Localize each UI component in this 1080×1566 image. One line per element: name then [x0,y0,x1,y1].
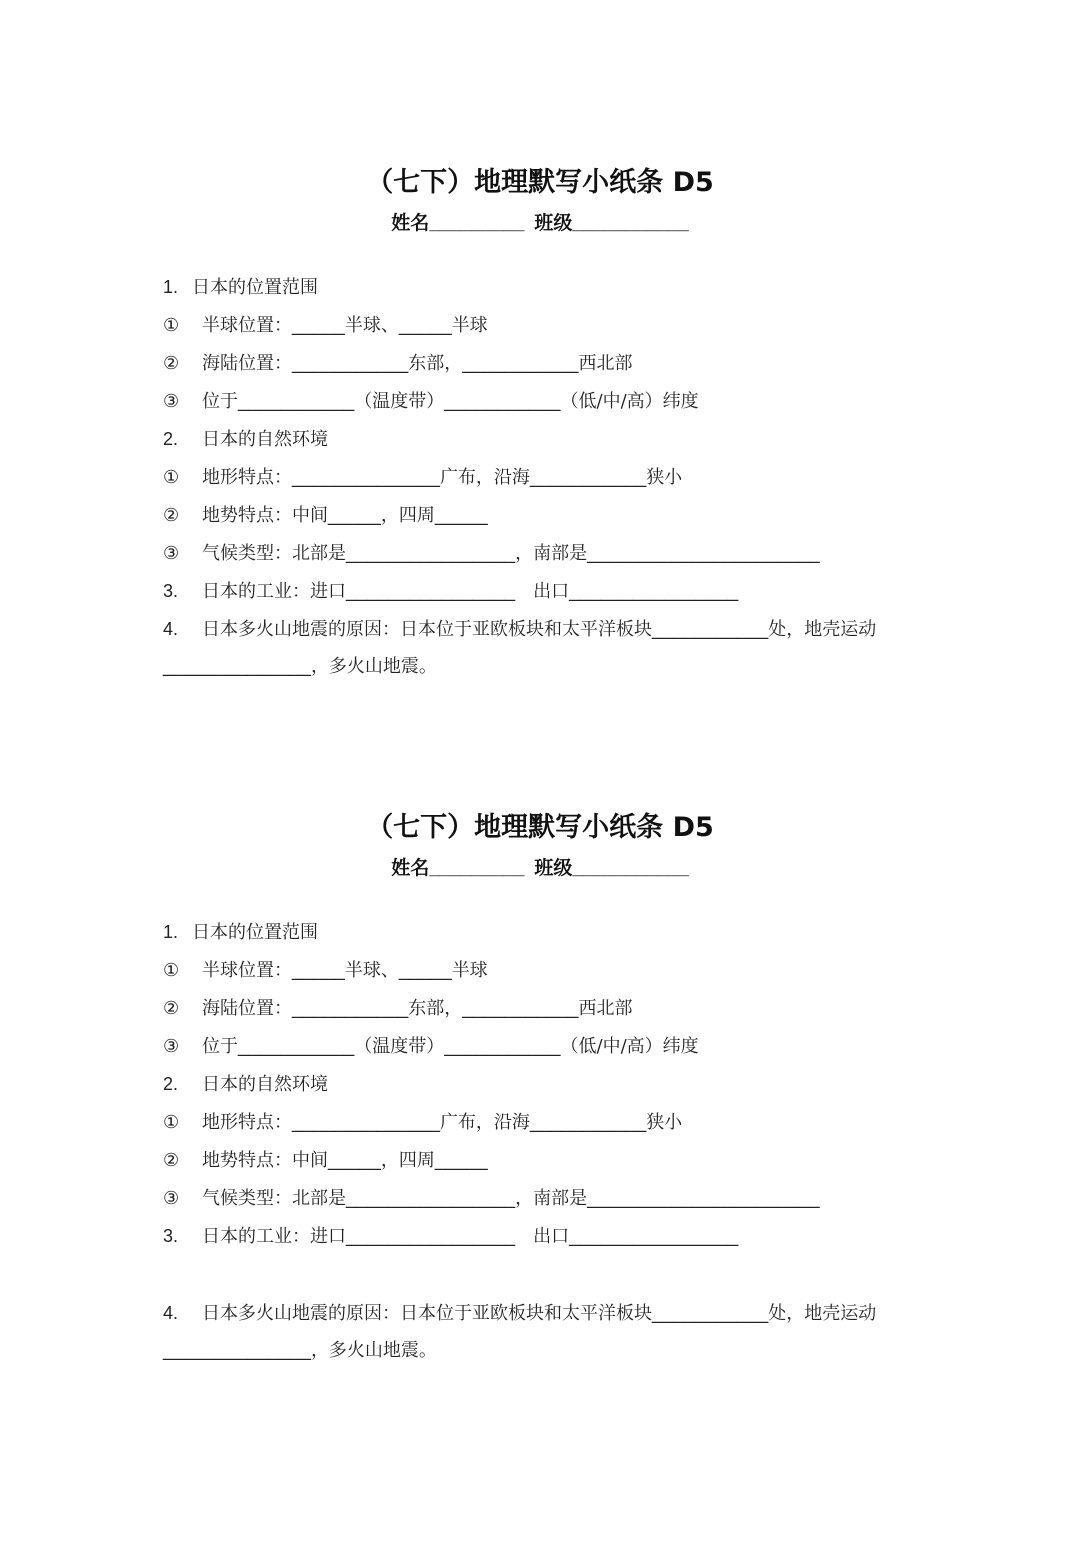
question-text: 日本的工业：进口 [202,1226,346,1247]
question-text: 日本的位置范围 [192,277,318,298]
question-text: ，多火山地震。 [310,656,437,677]
question-text: 半球位置： [202,960,292,981]
question-number: ① [163,1112,180,1132]
question-row [163,921,318,944]
question-row [163,504,488,527]
fill-in-blank[interactable]: ___________ [529,467,647,488]
question-number: 1. [163,277,179,297]
question-number: 4. [163,1303,179,1323]
question-row [163,1302,876,1325]
question-row [163,580,738,603]
name-blank[interactable]: _________ [429,858,525,879]
question-text: 半球、 [344,315,399,336]
question-text: 出口 [515,1226,570,1247]
question-text: 半球 [451,315,488,336]
fill-in-blank[interactable]: _____ [398,960,452,981]
fill-in-blank[interactable]: ________________ [346,1226,516,1247]
fill-in-blank[interactable]: ______________ [292,1112,440,1133]
fill-in-blank[interactable]: ___________ [444,1036,561,1057]
question-text: 东部， [408,353,463,374]
question-row [163,390,699,413]
fill-in-blank[interactable]: _____ [434,1150,488,1171]
question-row [163,1111,682,1134]
question-text: 位于 [202,1036,238,1057]
question-text: （低/中/高）纬度 [560,391,699,412]
question-text: 广布，沿海 [439,1112,530,1133]
question-text: 海陆位置： [202,353,292,374]
fill-in-blank[interactable]: ______________________ [587,543,820,564]
fill-in-blank[interactable]: _____ [398,315,452,336]
fill-in-blank[interactable]: ______________ [163,656,311,677]
question-text: 半球 [451,960,488,981]
name-class-line [0,853,1080,880]
fill-in-blank[interactable]: ________________ [346,543,516,564]
question-text: 处，地壳运动 [768,619,877,640]
question-text: 地形特点： [202,467,292,488]
question-text: ，四周 [380,505,435,526]
question-text: 广布，沿海 [439,467,530,488]
question-row [163,1187,820,1210]
question-text: 地势特点：中间 [202,505,328,526]
question-text: 海陆位置： [202,998,292,1019]
question-row [163,466,682,489]
question-text: 日本多火山地震的原因：日本位于亚欧板块和太平洋板块 [202,1303,652,1324]
question-row [163,1035,699,1058]
question-text: 处，地壳运动 [768,1303,877,1324]
question-number: ② [163,505,180,525]
class-blank[interactable]: ___________ [572,213,689,234]
question-row [163,428,328,451]
question-number: ③ [163,1036,180,1056]
fill-in-blank[interactable]: _____ [292,315,345,336]
question-text: 日本多火山地震的原因：日本位于亚欧板块和太平洋板块 [202,619,652,640]
name-label: 姓名 [391,857,430,879]
question-text: 气候类型：北部是 [202,1188,346,1209]
question-row [163,1149,488,1172]
fill-in-blank[interactable]: ___________ [292,998,409,1019]
question-text: ，四周 [380,1150,435,1171]
fill-in-blank[interactable]: ________________ [346,581,516,602]
worksheet [0,0,1080,677]
question-text: 位于 [202,391,238,412]
question-text: 西北部 [578,998,633,1019]
question-number: ② [163,998,180,1018]
question-row [163,276,318,299]
fill-in-blank[interactable]: _____ [292,960,345,981]
name-label: 姓名 [391,212,430,234]
fill-in-blank[interactable]: ________________ [569,1226,739,1247]
class-blank[interactable]: ___________ [572,858,689,879]
question-row [163,959,488,982]
fill-in-blank[interactable]: ________________ [346,1188,516,1209]
question-text: ，多火山地震。 [310,1340,437,1361]
question-row [163,1225,738,1248]
fill-in-blank[interactable]: ___________ [238,391,355,412]
fill-in-blank[interactable]: _____ [434,505,488,526]
question-number: 2. [163,429,179,449]
question-number: ③ [163,1188,180,1208]
worksheet [0,645,1080,1361]
question-number: ① [163,960,180,980]
question-row [163,618,876,641]
question-number: 3. [163,1226,179,1246]
fill-in-blank[interactable]: ______________ [292,467,440,488]
question-text: 狭小 [646,1112,683,1133]
question-text: 半球位置： [202,315,292,336]
worksheet-title: （七下）地理默写小纸条 D5 [366,812,714,843]
question-text: ，南部是 [515,1188,588,1209]
question-number: ① [163,315,180,335]
question-text: （低/中/高）纬度 [560,1036,699,1057]
question-text: 狭小 [646,467,683,488]
question-row [163,997,633,1020]
question-row [163,1073,328,1096]
question-text: （温度带） [354,391,445,412]
question-number: ② [163,353,180,373]
question-text: ，南部是 [515,543,588,564]
question-text: 半球、 [344,960,399,981]
question-row [163,542,820,565]
name-blank[interactable]: _________ [429,213,525,234]
question-number: ③ [163,543,180,563]
question-text: （温度带） [354,1036,445,1057]
fill-in-blank[interactable]: ___________ [292,353,409,374]
question-text: 气候类型：北部是 [202,543,346,564]
question-row [163,1340,437,1362]
question-number: ② [163,1150,180,1170]
fill-in-blank[interactable]: ___________ [652,619,769,640]
class-label: 班级 [534,212,573,234]
question-number: 1. [163,922,179,942]
question-number: 3. [163,581,179,601]
question-number: 4. [163,619,179,639]
fill-in-blank[interactable]: ___________ [238,1036,355,1057]
fill-in-blank[interactable]: _____ [328,505,381,526]
question-text: 地势特点：中间 [202,1150,328,1171]
fill-in-blank[interactable]: ___________ [462,998,579,1019]
question-text: 出口 [515,581,570,602]
fill-in-blank[interactable]: _____ [328,1150,381,1171]
question-text: 日本的自然环境 [202,429,328,450]
question-row [163,314,488,337]
question-text: 日本的工业：进口 [202,581,346,602]
worksheet-title: （七下）地理默写小纸条 D5 [366,167,714,198]
question-text: 日本的自然环境 [202,1074,328,1095]
question-number: ③ [163,391,180,411]
question-text: 西北部 [578,353,633,374]
fill-in-blank[interactable]: ___________ [652,1303,769,1324]
question-row [163,352,633,375]
fill-in-blank[interactable]: ______________________ [587,1188,820,1209]
name-class-line [0,208,1080,235]
class-label: 班级 [534,857,573,879]
fill-in-blank[interactable]: ___________ [462,353,579,374]
question-text: 日本的位置范围 [192,922,318,943]
question-number: ① [163,467,180,487]
question-text: 东部， [408,998,463,1019]
fill-in-blank[interactable]: ______________ [163,1340,311,1361]
fill-in-blank[interactable]: ___________ [529,1112,647,1133]
question-number: 2. [163,1074,179,1094]
fill-in-blank[interactable]: ___________ [444,391,561,412]
question-text: 地形特点： [202,1112,292,1133]
fill-in-blank[interactable]: ________________ [569,581,739,602]
